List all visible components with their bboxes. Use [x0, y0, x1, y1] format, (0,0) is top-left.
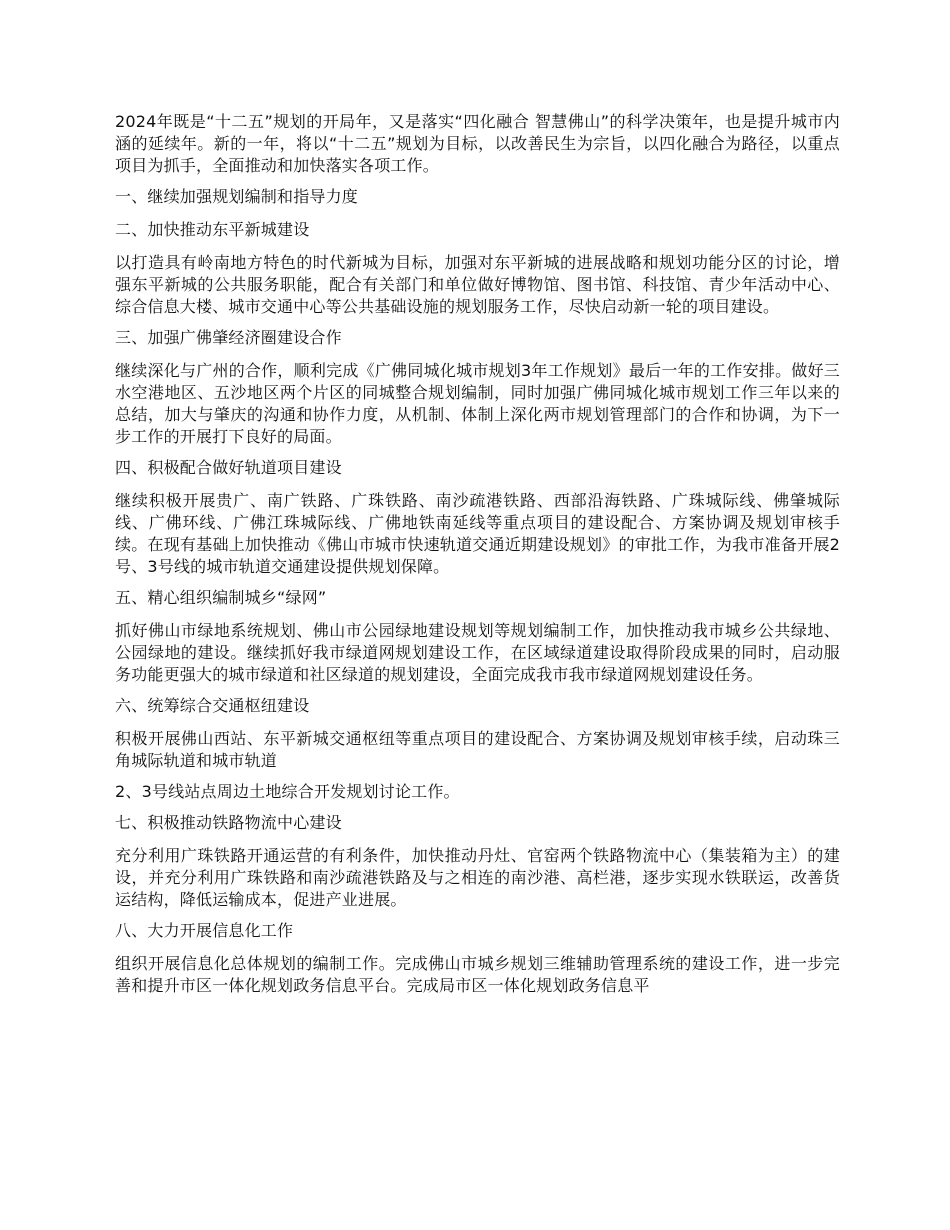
transport-hub-paragraph-continued: 2、3号线站点周边土地综合开发规划讨论工作。	[115, 782, 460, 801]
section-heading-informatization: 八、大力开展信息化工作	[115, 921, 294, 940]
document-page	[115, 111, 840, 1006]
economic-circle-paragraph: 继续深化与广州的合作，顺利完成《广佛同城化城市规划3年工作规划》最后一年的工作安排。做好三水空港地区、五沙地区两个片区的同城整合规划编制，同时加强广佛同城化城市规划工作三年以来的总结，加大与肇庆的沟通和协作力度，从机制、体制上深化两市规划管理部门的合作和协调，为下一步工作的开展打下良好的局面。	[115, 361, 840, 446]
green-network-paragraph: 抓好佛山市绿地系统规划、佛山市公园绿地建设规划等规划编制工作，加快推动我市城乡公共绿地、公园绿地的建设。继续抓好我市绿道网规划建设工作，在区域绿道建设取得阶段成果的同时，启动服务功能更强大的城市绿道和社区绿道的规划建设，全面完成我市我市绿道网规划建设任务。	[115, 621, 840, 684]
section-heading-dongping-new-city: 二、加快推动东平新城建设	[115, 220, 310, 239]
section-heading-economic-circle: 三、加强广佛肇经济圈建设合作	[115, 328, 342, 347]
dongping-paragraph: 以打造具有岭南地方特色的时代新城为目标，加强对东平新城的进展战略和规划功能分区的讨论，增强东平新城的公共服务职能，配合有关部门和单位做好博物馆、图书馆、科技馆、青少年活动中心、综合信息大楼、城市交通中心等公共基础设施的规划服务工作，尽快启动新一轮的项目建设。	[115, 253, 840, 316]
rail-projects-paragraph: 继续积极开展贵广、南广铁路、广珠铁路、南沙疏港铁路、西部沿海铁路、广珠城际线、佛肇城际线、广佛环线、广佛江珠城际线、广佛地铁南延线等重点项目的建设配合、方案协调及规划审核手续。在现有基础上加快推动《佛山市城市快速轨道交通近期建设规划》的审批工作，为我市准备开展2号、3号线的城市轨道交通建设提供规划保障。	[115, 491, 840, 576]
section-heading-transport-hub: 六、统筹综合交通枢纽建设	[115, 696, 310, 715]
transport-hub-paragraph: 积极开展佛山西站、东平新城交通枢纽等重点项目的建设配合、方案协调及规划审核手续，启动珠三角城际轨道和城市轨道	[115, 729, 840, 770]
section-heading-rail-projects: 四、积极配合做好轨道项目建设	[115, 458, 342, 477]
informatization-paragraph: 组织开展信息化总体规划的编制工作。完成佛山市城乡规划三维辅助管理系统的建设工作，进一步完善和提升市区一体化规划政务信息平台。完成局市区一体化规划政务信息平	[115, 954, 840, 995]
section-heading-green-network: 五、精心组织编制城乡“绿网”	[115, 588, 327, 607]
section-heading-rail-logistics: 七、积极推动铁路物流中心建设	[115, 813, 342, 832]
section-heading-planning-guidance: 一、继续加强规划编制和指导力度	[115, 187, 359, 206]
rail-logistics-paragraph: 充分利用广珠铁路开通运营的有利条件，加快推动丹灶、官窑两个铁路物流中心（集装箱为主）的建设，并充分利用广珠铁路和南沙疏港铁路及与之相连的南沙港、高栏港，逐步实现水铁联运，改善货运结构，降低运输成本，促进产业进展。	[115, 846, 840, 909]
intro-paragraph: 2024年既是“十二五”规划的开局年，又是落实“四化融合 智慧佛山”的科学决策年，也是提升城市内涵的延续年。新的一年，将以“十二五”规划为目标，以改善民生为宗旨，以四化融合为路径，以重点项目为抓手，全面推动和加快落实各项工作。	[115, 112, 840, 175]
